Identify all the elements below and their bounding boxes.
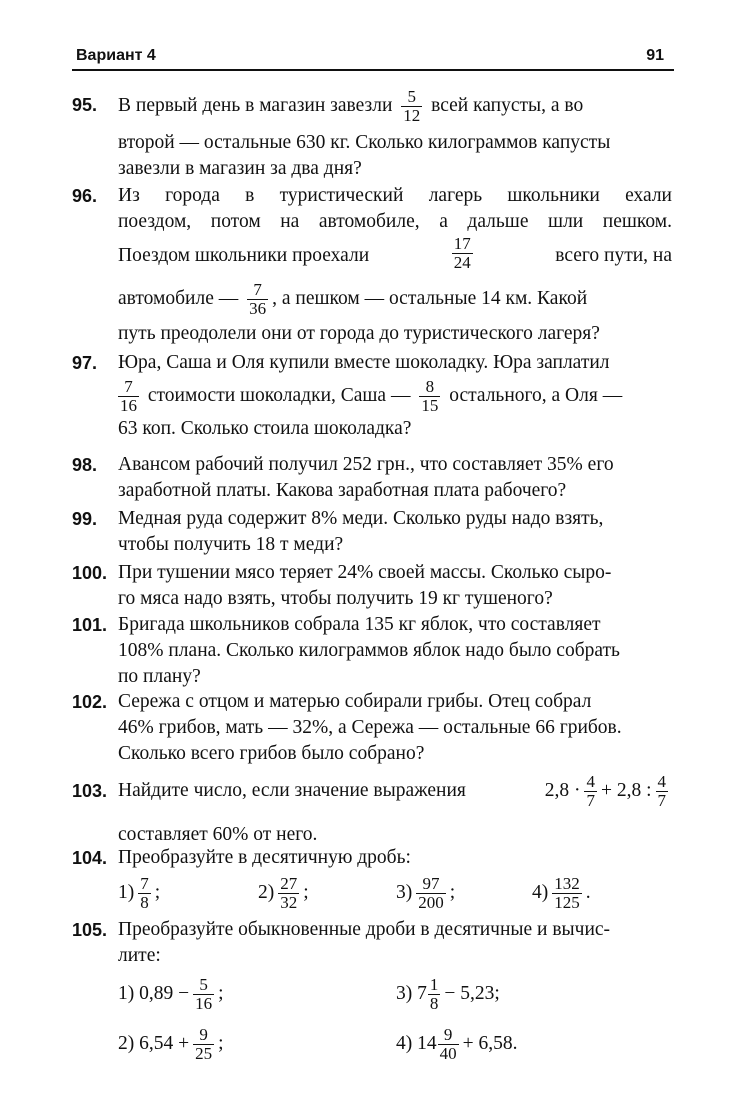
text: второй — остальные 630 кг. Сколько килограммов капусты: [118, 132, 611, 153]
fraction: $\frac{4}{7}$: [657, 772, 666, 811]
item-4: 4) $\frac{132}{125}$ .: [532, 874, 591, 913]
text: Сережа с отцом и матерью собирали грибы. Отец собрал: [118, 691, 592, 712]
text: Найдите число, если значение выражения: [118, 780, 466, 801]
text: заработной платы. Какова заработная плата рабочего?: [118, 480, 567, 501]
problem-95: [72, 88, 672, 182]
text: поездом, потом на автомобиле, а дальше шли пешком.: [118, 211, 672, 232]
text: 108% плана. Сколько килограммов яблок надо было собрать: [118, 640, 620, 661]
fraction: $\frac{4}{7}$: [586, 772, 595, 811]
problem-number: 95.: [72, 95, 98, 115]
text: автомобиле —: [118, 288, 239, 309]
page-number: 91: [646, 47, 664, 64]
problem-number: 101.: [72, 615, 108, 635]
problem-97: [72, 350, 672, 442]
text: Сколько всего грибов было собрано?: [118, 743, 425, 764]
text: составляет 60% от него.: [118, 824, 318, 845]
text: завезли в магазин за два дня?: [118, 158, 362, 179]
problem-number: 97.: [72, 353, 98, 373]
text: При тушении мясо теряет 24% своей массы. Сколько сыро-: [118, 562, 612, 583]
problem-104: [72, 845, 672, 915]
text: по плану?: [118, 666, 201, 687]
problem-105: [72, 917, 672, 1069]
expression: 2,8 · $\frac{4}{7}$ + 2,8 : $\frac{4}{7}$: [544, 772, 666, 811]
text: всей капусты, а во: [431, 94, 584, 116]
text: Поездом школьники проехали: [118, 245, 370, 266]
text: 46% грибов, мать — 32%, а Сережа — остальные 66 грибов.: [118, 717, 622, 738]
problem-number: 103.: [72, 781, 108, 801]
problem-number: 98.: [72, 455, 98, 475]
problem-100: [72, 560, 672, 612]
text: стоимости шоколадки, Саша —: [147, 385, 411, 406]
item-3: 3) 7 $\frac{1}{8}$ − 5,23;: [396, 975, 500, 1014]
text: Бригада школьников собрала 135 кг яблок, что составляет: [118, 614, 601, 635]
text: В первый день в магазин завезли: [118, 94, 393, 116]
fraction: $\frac{7}{36}$: [249, 280, 267, 319]
item-4: 4) 14 $\frac{9}{40}$ + 6,58.: [396, 1025, 518, 1064]
text: го мяса надо взять, чтобы получить 19 кг тушеного?: [118, 588, 553, 609]
item-2: 2) 6,54 + $\frac{9}{25}$ ;: [118, 1025, 224, 1064]
text: Авансом рабочий получил 252 грн., что составляет 35% его: [118, 454, 614, 475]
text: Преобразуйте в десятичную дробь:: [118, 847, 411, 868]
item-2: 2) $\frac{27}{32}$ ;: [258, 874, 309, 913]
problem-99: [72, 506, 672, 558]
problem-number: 100.: [72, 563, 108, 583]
problem-number: 99.: [72, 509, 98, 529]
problem-98: [72, 452, 672, 504]
problem-96: [72, 183, 672, 347]
text: лите:: [118, 945, 161, 966]
problem-number: 105.: [72, 920, 108, 940]
problem-102: [72, 689, 672, 767]
item-1: 1) $\frac{7}{8}$ ;: [118, 874, 161, 913]
fraction: $\frac{5}{12}$: [403, 87, 421, 125]
page-header: [72, 43, 674, 71]
item-1: 1) 0,89 − $\frac{5}{16}$ ;: [118, 975, 224, 1014]
problem-number: 96.: [72, 186, 98, 206]
fraction: $\frac{8}{15}$: [421, 377, 439, 416]
text: чтобы получить 18 т меди?: [118, 534, 344, 555]
problem-number: 104.: [72, 848, 108, 868]
text: Из города в туристический лагерь школьники ехали: [118, 185, 672, 206]
text: Преобразуйте обыкновенные дроби в десятичные и вычис-: [118, 919, 611, 940]
text: остального, а Оля —: [449, 385, 623, 406]
variant-title: Вариант 4: [76, 47, 156, 64]
text: путь преодолели они от города до туристического лагеря?: [118, 323, 600, 344]
fraction: $\frac{17}{24}$: [453, 234, 471, 272]
problem-number: 102.: [72, 692, 108, 712]
text: Юра, Саша и Оля купили вместе шоколадку. Юра заплатил: [118, 352, 610, 373]
item-3: 3) $\frac{97}{200}$ ;: [396, 874, 456, 913]
problem-101: [72, 612, 672, 690]
text: всего пути, на: [555, 245, 672, 266]
text: 63 коп. Сколько стоила шоколадка?: [118, 418, 412, 439]
text: Медная руда содержит 8% меди. Сколько руды надо взять,: [118, 508, 604, 529]
text: , а пешком — остальные 14 км. Какой: [272, 288, 588, 309]
fraction: $\frac{7}{16}$: [120, 377, 137, 416]
problem-103: [72, 772, 672, 848]
